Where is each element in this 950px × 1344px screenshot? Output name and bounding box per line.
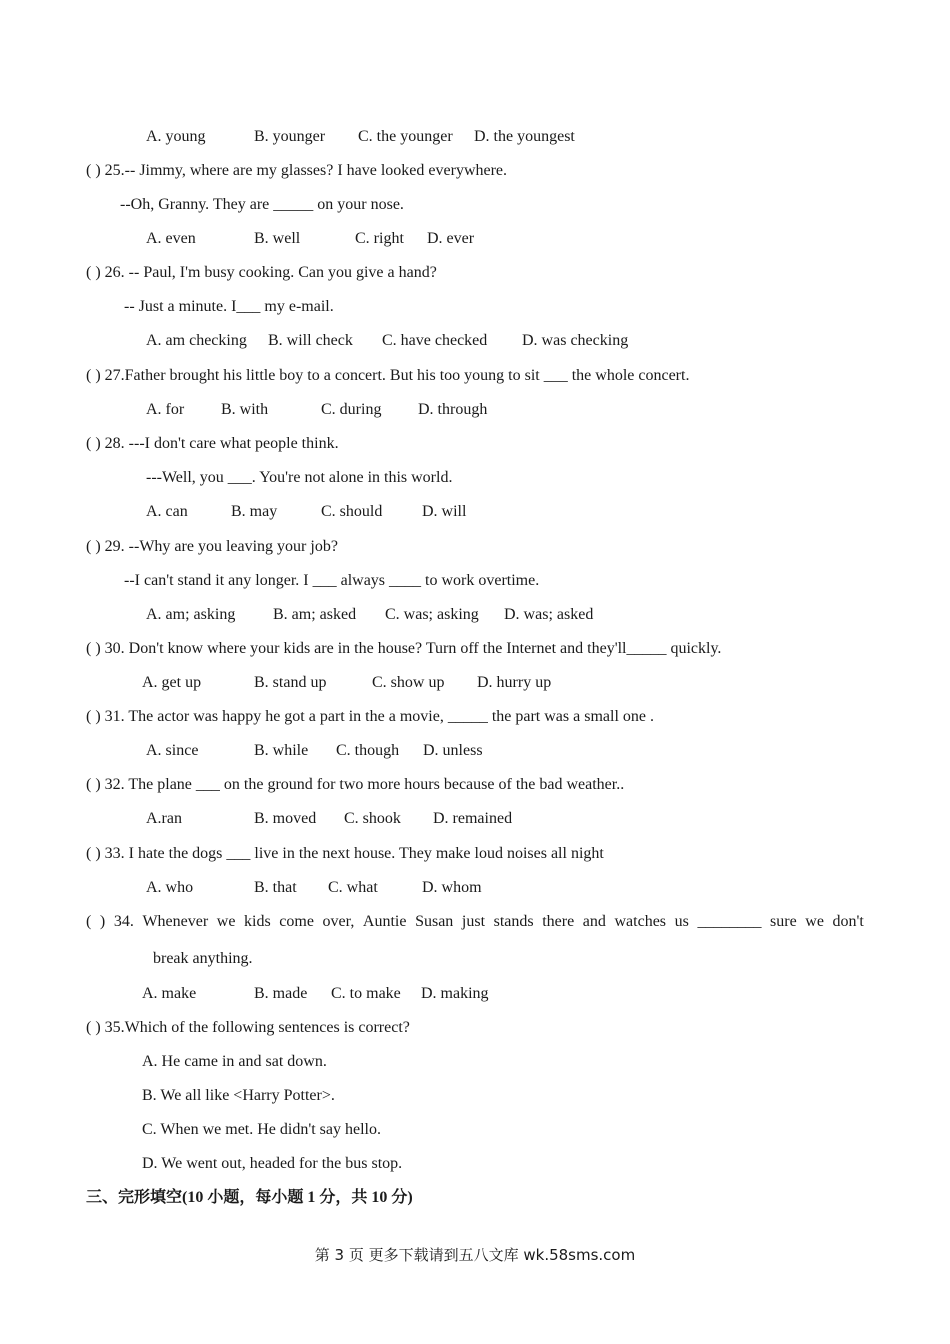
q35-stem: ( ) 35.Which of the following sentences is correct? [86,1019,410,1036]
section-heading: 三、完形填空(10 小题，每小题 1 分，共 10 分) [86,1189,413,1206]
q30-option-b: B. stand up [254,674,327,691]
q28-option-c: C. should [321,503,383,520]
q34-word: ________ [697,913,762,930]
q32-option-d: D. remained [433,810,513,827]
q34-word: just [461,913,486,930]
page-footer: 第 3 页 更多下载请到五八文库 wk.58sms.com [314,1246,636,1264]
q34-word: and [582,913,606,930]
q28-option-b: B. may [231,503,278,520]
q26-option-a: A. am checking [146,332,247,349]
q27-option-a: A. for [146,401,185,418]
q34-option-a: A. make [142,985,197,1002]
q34-word: ( [86,913,92,930]
q33-option-c: C. what [328,879,378,896]
q35-option-d: D. We went out, headed for the bus stop. [142,1155,403,1172]
q35-option-b: B. We all like <Harry Potter>. [142,1087,335,1104]
q34-option-d: D. making [421,985,489,1002]
q30-option-a: A. get up [142,674,202,691]
q27-option-d: D. through [418,401,488,418]
q24-option-c: C. the younger [358,128,453,145]
q33-option-a: A. who [146,879,194,896]
q28-option-a: A. can [146,503,188,520]
q25-option-d: D. ever [427,230,475,247]
q24-option-a: A. young [146,128,206,145]
q35-option-a: A. He came in and sat down. [142,1053,327,1070]
q34-word: sure [770,913,797,930]
q32-stem: ( ) 32. The plane ___ on the ground for two more hours because of the bad weather.. [86,776,625,793]
q33-stem: ( ) 33. I hate the dogs ___ live in the next house. They make loud noises all night [86,845,604,862]
q30-option-c: C. show up [372,674,445,691]
q26-option-b: B. will check [268,332,353,349]
q28-stem: ( ) 28. ---I don't care what people think. [86,435,339,452]
q26-option-d: D. was checking [522,332,629,349]
q34-word: don't [832,913,864,930]
q28-dialogue: ---Well, you ___. You're not alone in this world. [146,469,453,486]
q34-word: 34. [113,913,134,930]
q29-option-c: C. was; asking [385,606,479,623]
q29-dialogue: --I can't stand it any longer. I ___ always ____ to work overtime. [124,572,540,589]
q27-option-b: B. with [221,401,269,418]
q35-option-c: C. When we met. He didn't say hello. [142,1121,381,1138]
q29-option-a: A. am; asking [146,606,236,623]
q32-option-a: A.ran [146,810,182,827]
q34-option-b: B. made [254,985,308,1002]
q30-stem: ( ) 30. Don't know where your kids are in the house? Turn off the Internet and they'll_____ quickly. [86,640,722,657]
q34-word: come [279,913,314,930]
q34-continuation: break anything. [153,950,253,967]
q31-option-a: A. since [146,742,199,759]
q34-word: over, [322,913,355,930]
q25-option-c: C. right [355,230,404,247]
q25-option-a: A. even [146,230,196,247]
q27-stem: ( ) 27.Father brought his little boy to a concert. But his too young to sit ___ the whole concert. [86,367,690,384]
q34-word: us [674,913,689,930]
q26-option-c: C. have checked [382,332,488,349]
q29-option-d: D. was; asked [504,606,594,623]
q34-word: there [542,913,575,930]
q32-option-b: B. moved [254,810,317,827]
q29-stem: ( ) 29. --Why are you leaving your job? [86,538,338,555]
q34-word: stands [493,913,534,930]
q34-word: ) [99,913,106,930]
q25-dialogue: --Oh, Granny. They are _____ on your nose. [120,196,404,213]
q33-option-b: B. that [254,879,297,896]
q34-word: Auntie [362,913,407,930]
q34-word: Whenever [142,913,209,930]
q26-dialogue: -- Just a minute. I___ my e-mail. [124,298,334,315]
q31-option-d: D. unless [423,742,483,759]
q33-option-d: D. whom [422,879,482,896]
q28-option-d: D. will [422,503,467,520]
q34-word: watches [614,913,667,930]
q32-option-c: C. shook [344,810,401,827]
q31-stem: ( ) 31. The actor was happy he got a part in the a movie, _____ the part was a small one . [86,708,654,725]
q34-word: Susan [415,913,454,930]
q34-word: kids [244,913,271,930]
q30-option-d: D. hurry up [477,674,552,691]
q26-stem: ( ) 26. -- Paul, I'm busy cooking. Can you give a hand? [86,264,437,281]
q34-option-c: C. to make [331,985,401,1002]
q25-stem: ( ) 25.-- Jimmy, where are my glasses? I have looked everywhere. [86,162,508,179]
q27-option-c: C. during [321,401,382,418]
q31-option-b: B. while [254,742,309,759]
q24-option-b: B. younger [254,128,326,145]
q34-stem [86,912,864,932]
q34-word: we [805,913,824,930]
q29-option-b: B. am; asked [273,606,357,623]
q31-option-c: C. though [336,742,400,759]
q25-option-b: B. well [254,230,301,247]
q34-word: we [216,913,236,930]
q24-option-d: D. the youngest [474,128,575,145]
